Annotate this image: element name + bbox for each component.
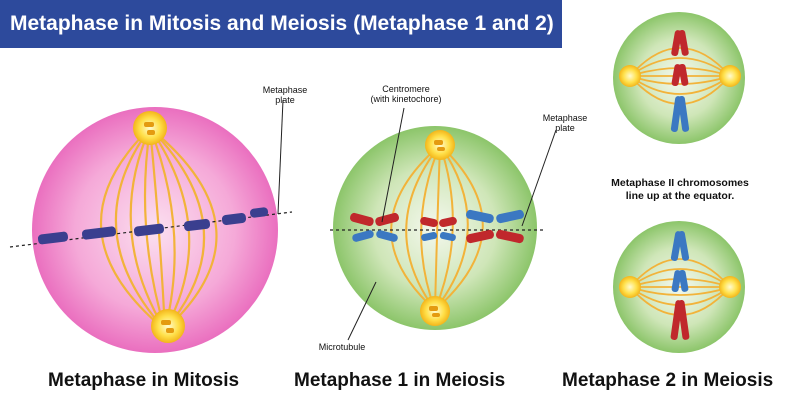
mitosis-plate-label-1: Metaphase [262,85,308,95]
meiosis2-cell-top [613,12,745,144]
meiosis1-centrosome-bottom [420,296,450,326]
meiosis2-bottom-centrosome-left [619,276,641,298]
page-title: Metaphase in Mitosis and Meiosis (Metaphase 1 and 2) [0,0,562,48]
mitosis-plate-pointer [278,100,283,214]
centromere-label-2: (with kinetochore) [370,94,442,104]
meiosis1-cell [319,84,588,352]
mitosis-cell [10,85,307,353]
mitosis-plate-label-2: plate [275,95,295,105]
meiosis2-top-centrosome-right [719,65,741,87]
caption-meiosis2: Metaphase 2 in Meiosis [562,370,774,391]
meiosis2-note-line-1: Metaphase II chromosomes [611,177,749,189]
meiosis2-cell-bottom [613,221,745,353]
mitosis-centrosome-bottom [151,309,185,343]
caption-mitosis: Metaphase in Mitosis [48,370,240,391]
meiosis1-plate-pointer [522,130,556,226]
centromere-label-1: Centromere [382,84,430,94]
mitosis-centrosome-top [133,111,167,145]
meiosis1-plate-label-1: Metaphase [542,113,588,123]
meiosis1-plate-label-2: plate [555,123,575,133]
caption-meiosis1: Metaphase 1 in Meiosis [294,370,506,391]
meiosis1-centrosome-top [425,130,455,160]
meiosis2-top-centrosome-left [619,65,641,87]
meiosis2-note-line-2: line up at the equator. [625,190,735,202]
microtubule-label: Microtubule [318,342,366,352]
meiosis2-bottom-centrosome-right [719,276,741,298]
